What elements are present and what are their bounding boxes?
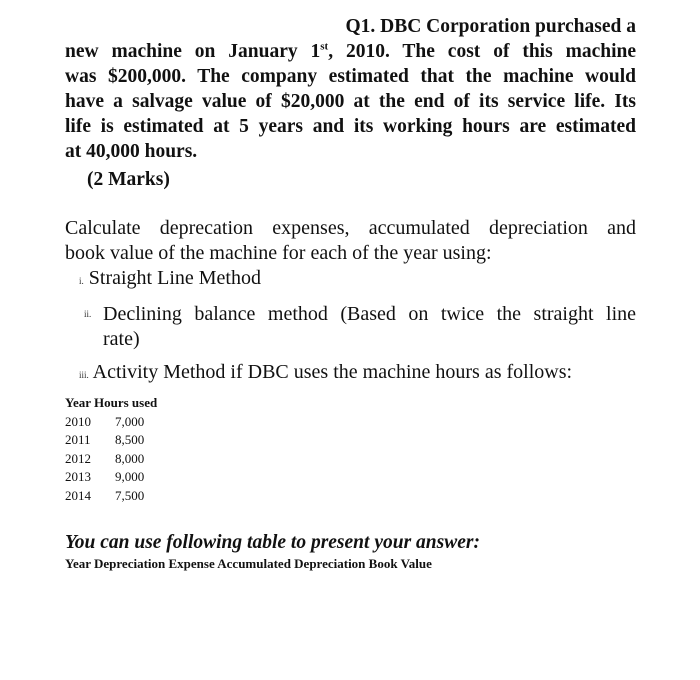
table-header: Year Hours used xyxy=(65,395,158,410)
year-cell: 2010 xyxy=(65,413,91,429)
hours-cell: 8,500 xyxy=(115,432,145,447)
method-text: Straight Line Method xyxy=(88,267,261,289)
answer-table-header: Year Depreciation Expense Accumulated Depreciation Book Value xyxy=(65,556,432,571)
table-row xyxy=(65,431,157,450)
question-line-part: , 2010. The cost of this machine xyxy=(328,41,636,62)
question-line xyxy=(65,39,636,64)
instruction-line: Calculate deprecation expenses, accumulated depreciation and xyxy=(65,217,636,239)
hours-cell: 7,500 xyxy=(115,487,145,503)
instruction-text xyxy=(65,216,636,266)
method-number: iii. xyxy=(79,370,89,380)
answer-prompt: You can use following table to present your answer: xyxy=(65,532,480,553)
question-line: have a salvage value of $20,000 at the end of its service life. Its xyxy=(65,91,636,112)
marks-label: (2 Marks) xyxy=(87,169,170,190)
hours-cell: 9,000 xyxy=(115,469,145,484)
hours-used-table xyxy=(65,394,157,505)
method-text xyxy=(103,302,636,352)
question-line: at 40,000 hours. xyxy=(65,141,198,162)
question-line: was $200,000. The company estimated that the machine would xyxy=(65,66,636,87)
table-row xyxy=(65,450,157,469)
question-line: life is estimated at 5 years and its working hours are estimated xyxy=(65,116,636,137)
year-cell: 2011 xyxy=(65,432,91,447)
method-item xyxy=(79,266,261,294)
hours-cell: 8,000 xyxy=(115,450,145,466)
method-line: rate) xyxy=(103,328,140,350)
method-line: Declining balance method (Based on twice the straight line xyxy=(103,303,636,325)
year-cell: 2012 xyxy=(65,450,91,466)
table-row xyxy=(65,468,157,487)
table-row xyxy=(65,413,157,432)
ordinal-superscript: st xyxy=(320,40,329,53)
method-number: i. xyxy=(79,276,84,286)
question-line-part: new machine on January 1 xyxy=(65,41,321,62)
question-line: Q1. DBC Corporation purchased a xyxy=(345,16,636,37)
question-text xyxy=(65,14,636,164)
method-item xyxy=(79,360,572,388)
year-cell: 2013 xyxy=(65,469,91,484)
instruction-line: book value of the machine for each of the year using: xyxy=(65,242,492,264)
method-number: ii. xyxy=(84,309,92,319)
year-cell: 2014 xyxy=(65,487,91,503)
method-text: Activity Method if DBC uses the machine hours as follows: xyxy=(92,361,573,383)
hours-cell: 7,000 xyxy=(115,413,145,429)
table-row xyxy=(65,487,157,506)
